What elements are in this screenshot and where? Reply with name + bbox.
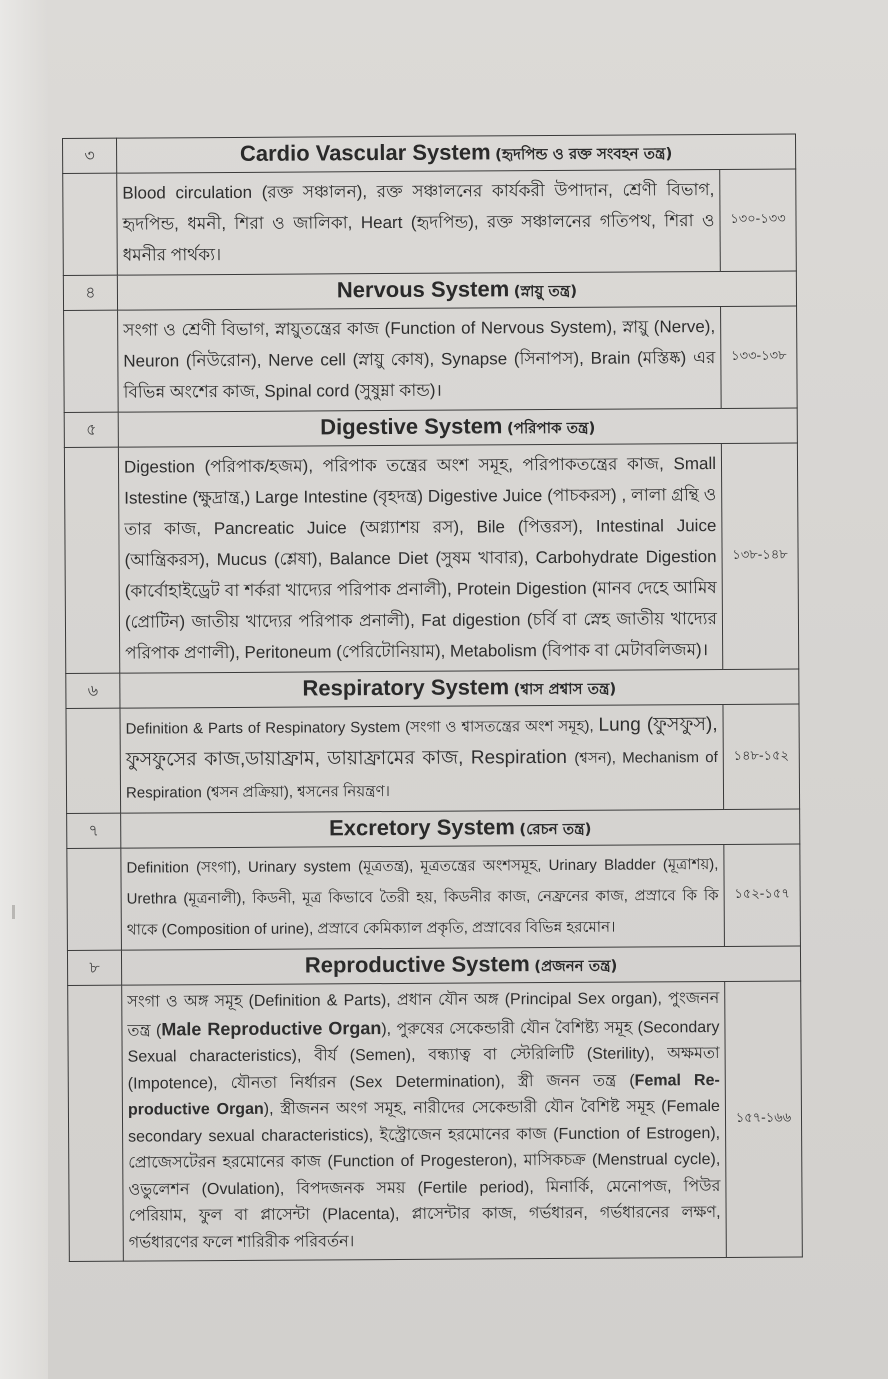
chapter-number: ৬ [66,673,120,708]
chapter-title-bn: (হৃদপিন্ড ও রক্ত সংবহন তন্ত্র) [495,143,673,163]
chapter-title-bn: (প্রজনন তন্ত্র) [534,956,618,975]
page-range: ১৩০-১৩৩ [720,169,797,271]
page-edge-shadow [0,0,48,1379]
chapter-header-row [63,134,796,173]
chapter-topics-row [68,981,803,1261]
blank-cell [63,173,118,275]
topics-segment: সংগা ও অঙ্গ সমূহ (Definition & Parts), প্রধান যৌন অঙ্গ (Principal Sex organ), পুংজনন তন্ত্র ( [127,990,720,1040]
chapter-title [121,946,800,985]
topics-segment: (শ্বসন), Mechanism of Respiration (শ্বসন প্রক্রিয়া), শ্বসনের নিয়ন্ত্রণ। [125,749,718,802]
chapter-title-en: Respiratory System [302,673,510,701]
chapter-title-en: Digestive System [320,412,503,439]
chapter-header-row [63,271,796,310]
chapter-title [121,809,800,848]
chapter-title [120,669,799,708]
page-range: ১৫২-১৫৭ [724,844,801,946]
chapter-topics: Blood circulation (রক্ত সঞ্চালন), রক্ত সঞ্চালনের কার্যকরী উপাদান, শ্রেণী বিভাগ, হৃদপিন্ড, ধমনী, শিরা ও জালিকা, Heart (হৃদপিন্ড), রক্ত সঞ্চালনের গতিপথ, শিরা ও ধমনীর পার্থক্য। [117,169,721,275]
chapter-title-en: Excretory System [328,813,516,840]
chapter-topics-row [66,704,800,813]
chapter-topics [122,981,727,1261]
chapter-topics-row [67,844,801,950]
chapter-topics: Digestion (পরিপাক/হজম), পরিপাক তন্ত্রের অংশ সমূহ, পরিপাকতন্ত্রের কাজ, Small Istestine (ক্ষুদ্রান্ত্র,) Large Intestine (বৃহদন্ত্র) Digestive Juice (পাচকরস) , লালা গ্রন্থি ও তার কাজ, Pancreatic Juice (অগ্ন্যাশয় রস), Bile (পিত্তরস), Intestinal Juice (আন্ত্রিকরস), Mucus (শ্লেষা), Balance Diet (সুষম খাবার), Carbohydrate Digestion (কার্বোহাইড্রেট বা শর্করা খাদ্যের পরিপাক প্রনালী), Protein Digestion (মানব দেহে আমিষ (প্রোটিন) জাতীয় খাদ্যের পরিপাক প্রনালী), Fat digestion (চর্বি বা স্নেহ জাতীয় খাদ্যের পরিপাক প্রণালী), Peritoneum (পেরিটোনিয়াম), Metabolism (বিপাক বা মেটাবলিজম)। [118,443,722,673]
chapter-number: ৫ [64,412,118,447]
topics-segment: ), স্ত্রীজনন অংগ সমূহ, নারীদের সেকেন্ডারী যৌন বৈশিষ্ট সমূহ (Female secondary sexual characteristics), ইস্ট্রোজেন হরমোনের কাজ (Function of Estrogen), প্রোজেসটেরন হরমোনের কাজ (Function of Progesteron), মাসিকচক্র (Menstrual cycle), ওভুলেশন (Ovulation), বিপদজনক সময় (Fertile period), মিনার্কি, মেনোপজ, পিউর পেরিয়াম, ফুল বা প্লাসেন্টা (Placenta), প্লাসেন্টার কাজ, গর্ভধারন, গর্ভধারনের লক্ষণ, গর্ভধারণের ফলে শারিরীক পরিবর্তন। [128,1097,721,1252]
chapter-header-row [67,946,800,985]
topics-segment: Lung (ফুসফুস), ফুসফুসের কাজ,ডায়াফ্রাম, ডায়াফ্রামের কাজ, Respiration [125,714,718,771]
chapter-number: ৭ [67,813,121,848]
page-range: ১৩৮-১৪৮ [721,443,798,669]
chapter-topics-row [64,306,798,412]
chapter-title [117,134,796,173]
chapter-header-row [64,408,797,447]
chapter-topics-row [63,169,797,275]
page-range: ১৫৭-১৬৬ [725,981,803,1257]
chapter-number: ৮ [67,950,121,985]
topics-segment: ), পুরুষের সেকেন্ডারী যৌন বৈশিষ্ট্য সমূহ (Secondary Sexual characteristics), বীর্য (Semen), বন্ধ্যাত্ব বা স্টেরিলিটি (Sterility), অক্ষমতা (Impotence), যৌনতা নির্ধারন (Sex Determination), স্ত্রী জনন তন্ত্র ( [127,1018,720,1093]
chapter-topics: Definition (সংগা), Urinary system (মূত্রতন্ত্র), মূত্রতন্ত্রের অংশসমূহ, Urinary Bladder (মূত্রাশয়), Urethra (মূত্রনালী), কিডনী, মূত্র কিভাবে তৈরী হয়, কিডনীর কাজ, নেফ্রনের কাজ, প্রস্রাবে কি কি থাকে (Composition of urine), প্রস্রাবে কেমিক্যাল প্রকৃতি, প্রস্রাবের বিভিন্ন হরমোন। [121,844,725,950]
contents-table [62,134,803,1262]
blank-cell [68,985,124,1261]
chapter-header-row [66,669,799,708]
topics-segment-bold: Male Reproductive Organ [161,1017,382,1039]
paper-mark [12,905,15,919]
page-range: ১৪৮-১৫২ [723,704,800,809]
blank-cell [67,848,122,950]
topics-segment: Definition & Parts of Respinatory System (সংগা ও শ্বাসতন্ত্রের অংশ সমূহ), [125,717,599,738]
chapter-number: ৩ [63,138,117,173]
chapter-topics [120,704,724,813]
page-range: ১৩৩-১৩৮ [721,306,798,408]
chapter-number: ৪ [63,275,117,310]
chapter-topics: সংগা ও শ্রেণী বিভাগ, স্নায়ুতন্ত্রের কাজ (Function of Nervous System), স্নায়ু (Nerve), Neuron (নিউরোন), Nerve cell (স্নায়ু কোষ), Synapse (সিনাপস), Brain (মস্তিষ্ক) এর বিভিন্ন অংশের কাজ, Spinal cord (সুষুম্না কান্ড)। [118,306,722,412]
chapter-title-bn: (পরিপাক তন্ত্র) [506,418,596,437]
chapter-header-row [67,809,800,848]
chapter-title-bn: (স্নায়ু তন্ত্র) [513,281,578,300]
blank-cell [64,310,119,412]
topics-segment-bold: Femal Re-productive Organ [127,1071,720,1119]
chapter-title [117,271,796,310]
chapter-title-en: Cardio Vascular System [239,138,491,166]
chapter-title-bn: (রেচন তন্ত্র) [519,819,592,838]
chapter-title [118,408,797,447]
blank-cell [66,708,121,813]
chapter-topics-row [64,443,798,673]
blank-cell [64,447,119,673]
chapter-title-bn: (শ্বাস প্রশ্বাস তন্ত্র) [513,679,617,698]
chapter-title-en: Reproductive System [304,950,530,978]
chapter-title-en: Nervous System [336,275,510,302]
